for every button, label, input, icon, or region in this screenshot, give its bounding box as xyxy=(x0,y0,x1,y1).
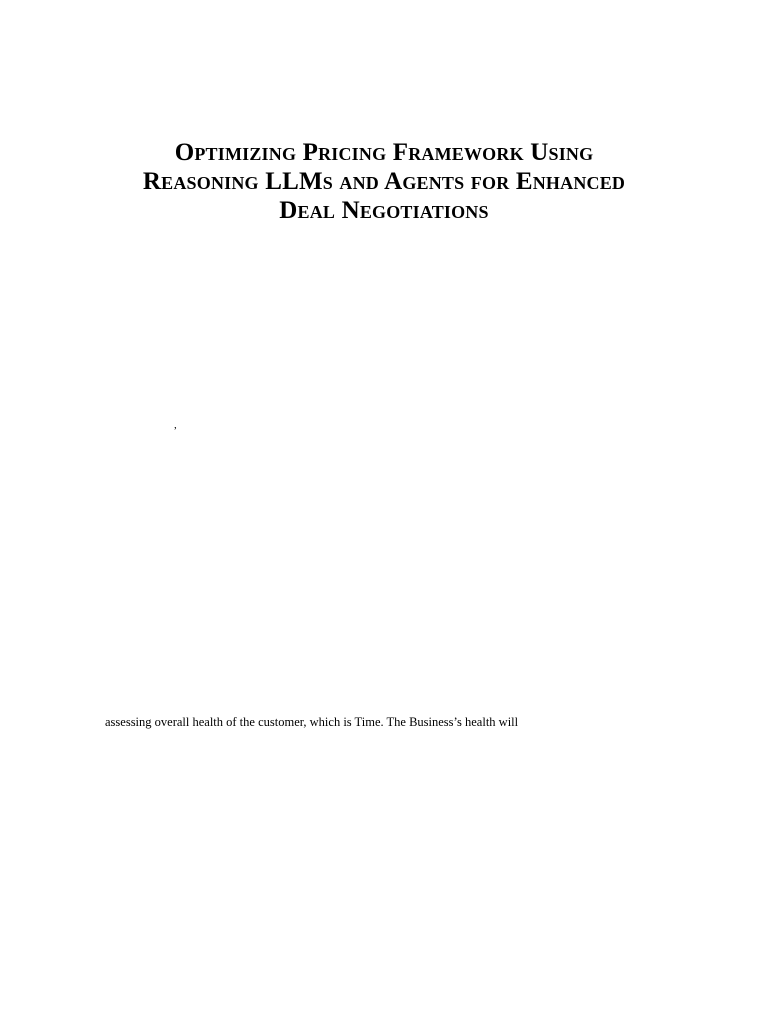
title-line-1: Optimizing Pricing Framework Using xyxy=(174,139,594,166)
body-text-line: assessing overall health of the customer, which is Time. The Business’s health will xyxy=(105,715,519,729)
title-line-3: Deal Negotiations xyxy=(279,197,489,224)
title-line-2: Reasoning LLMs and Agents for Enhanced xyxy=(142,168,626,195)
stray-mark: , xyxy=(174,419,177,431)
document-title xyxy=(84,138,684,225)
